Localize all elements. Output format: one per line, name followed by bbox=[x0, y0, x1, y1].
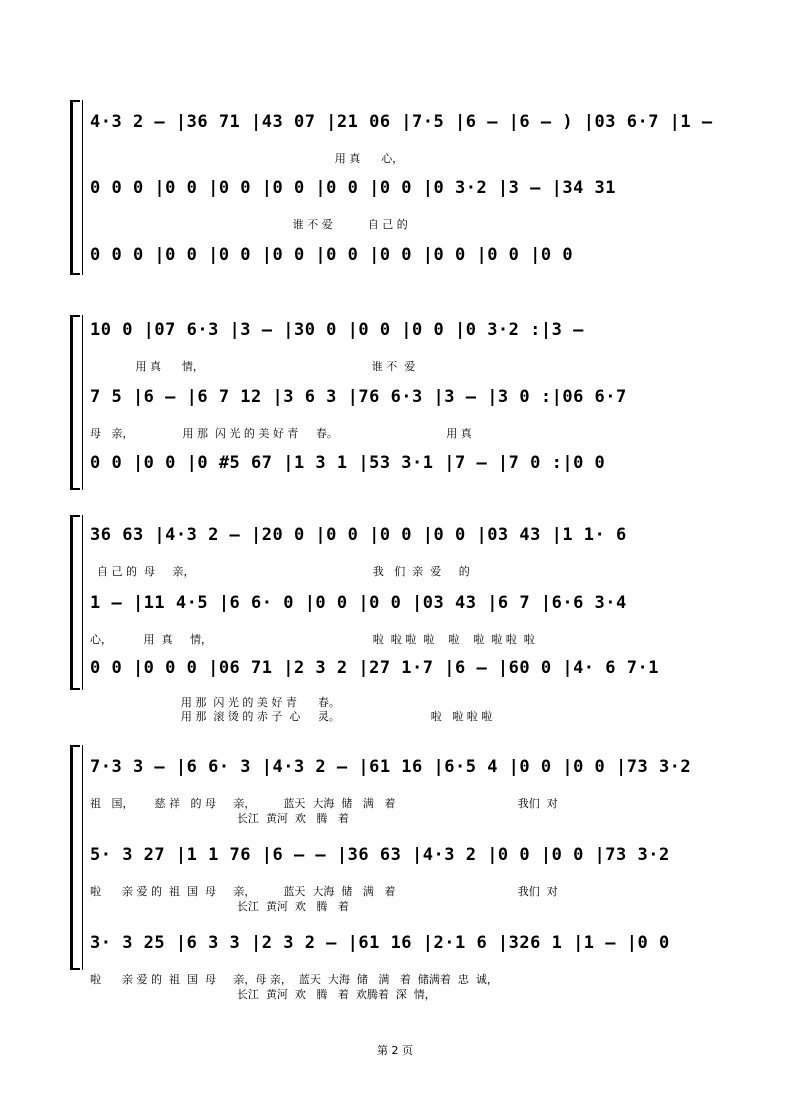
lyric-line: 自 己 的 母 亲， 我 们 亲 爱 的 bbox=[90, 565, 470, 578]
lyric-line: 心， 用 真 情， 啦 啦 啦 啦 啦 啦 啦 啦 啦 bbox=[90, 633, 535, 646]
system-2 bbox=[70, 315, 730, 490]
lyric-line: 用 那 闪 光 的 美 好 青 春。 bbox=[90, 696, 340, 709]
staff-part-3 bbox=[90, 933, 730, 1001]
lyric-line: 啦 亲 爱 的 祖 国 母 亲，母 亲， 蓝天 大海 储 满 着 储满着 忠 诚， bbox=[90, 973, 498, 986]
lyric-line: 啦 亲 爱 的 祖 国 母 亲， 蓝天 大海 储 满 着 我们 对 bbox=[90, 885, 558, 898]
notes: 4·3 2 – |36 71 |43 07 |21 06 |7·5 |6 – |6 – ) |03 6·7 |1 – bbox=[90, 112, 713, 132]
staff-part-3 bbox=[90, 245, 730, 275]
system-brace bbox=[70, 745, 80, 970]
lyric-line: 母 亲， 用 那 闪 光 的 美 好 青 春。 用 真 bbox=[90, 427, 472, 440]
system-brace bbox=[70, 100, 80, 275]
lyric-line: 用 真 心， bbox=[90, 152, 404, 165]
lyric-line: 祖 国， 慈 祥 的 母 亲， 蓝天 大海 储 满 着 我们 对 bbox=[90, 797, 558, 810]
lyric-line: 用 那 滚 烫 的 赤 子 心 灵。 啦 啦 啦 啦 bbox=[90, 710, 493, 723]
notes: 7 5 |6 – |6 7 12 |3 6 3 |76 6·3 |3 – |3 0 :|06 6·7 bbox=[90, 387, 627, 407]
staff-part-1 bbox=[90, 112, 730, 165]
notes: 1 – |11 4·5 |6 6· 0 |0 0 |0 0 |03 43 |6 7 |6·6 3·4 bbox=[90, 593, 627, 613]
notes: 36 63 |4·3 2 – |20 0 |0 0 |0 0 |0 0 |03 43 |1 1· 6 bbox=[90, 525, 627, 545]
staff-part-2 bbox=[90, 178, 730, 231]
notes: 0 0 0 |0 0 |0 0 |0 0 |0 0 |0 0 |0 3·2 |3 – |34 31 bbox=[90, 178, 617, 198]
staff-part-3 bbox=[90, 453, 730, 483]
system-brace bbox=[70, 315, 80, 490]
lyric-line: 谁 不 爱 自 己 的 bbox=[90, 218, 408, 231]
lyric-line: 长江 黄河 欢 腾 着 欢腾着 深 情， bbox=[90, 988, 436, 1001]
system-4 bbox=[70, 745, 730, 1001]
page-number: 第 2 页 bbox=[377, 1044, 413, 1057]
notes: 0 0 0 |0 0 |0 0 |0 0 |0 0 |0 0 |0 0 |0 0 |0 0 bbox=[90, 245, 574, 265]
staff-part-2 bbox=[90, 387, 730, 440]
staff-part-2 bbox=[90, 845, 730, 913]
staff-part-2 bbox=[90, 593, 730, 646]
staff-part-1 bbox=[90, 320, 730, 373]
lyric-line: 长江 黄河 欢 腾 着 bbox=[90, 900, 349, 913]
notes: 0 0 |0 0 |0 #5 67 |1 3 1 |53 3·1 |7 – |7 0 :|0 0 bbox=[90, 453, 606, 473]
notes: 7·3 3 – |6 6· 3 |4·3 2 – |61 16 |6·5 4 |0 0 |0 0 |73 3·2 bbox=[90, 757, 692, 777]
system-brace bbox=[70, 515, 80, 690]
lyric-line: 长江 黄河 欢 腾 着 bbox=[90, 812, 349, 825]
notes: 3· 3 25 |6 3 3 |2 3 2 – |61 16 |2·1 6 |326 1 |1 – |0 0 bbox=[90, 933, 670, 953]
system-3 bbox=[70, 515, 730, 723]
staff-part-1 bbox=[90, 525, 730, 578]
notes: 5· 3 27 |1 1 76 |6 – – |36 63 |4·3 2 |0 0 |0 0 |73 3·2 bbox=[90, 845, 670, 865]
notes: 0 0 |0 0 0 |06 71 |2 3 2 |27 1·7 |6 – |60 0 |4· 6 7·1 bbox=[90, 658, 659, 678]
system-1 bbox=[70, 100, 730, 275]
staff-part-3 bbox=[90, 658, 730, 723]
lyric-line: 用 真 情， 谁 不 爱 bbox=[90, 360, 416, 373]
notes: 10 0 |07 6·3 |3 – |30 0 |0 0 |0 0 |0 3·2 :|3 – bbox=[90, 320, 584, 340]
staff-part-1 bbox=[90, 757, 730, 825]
